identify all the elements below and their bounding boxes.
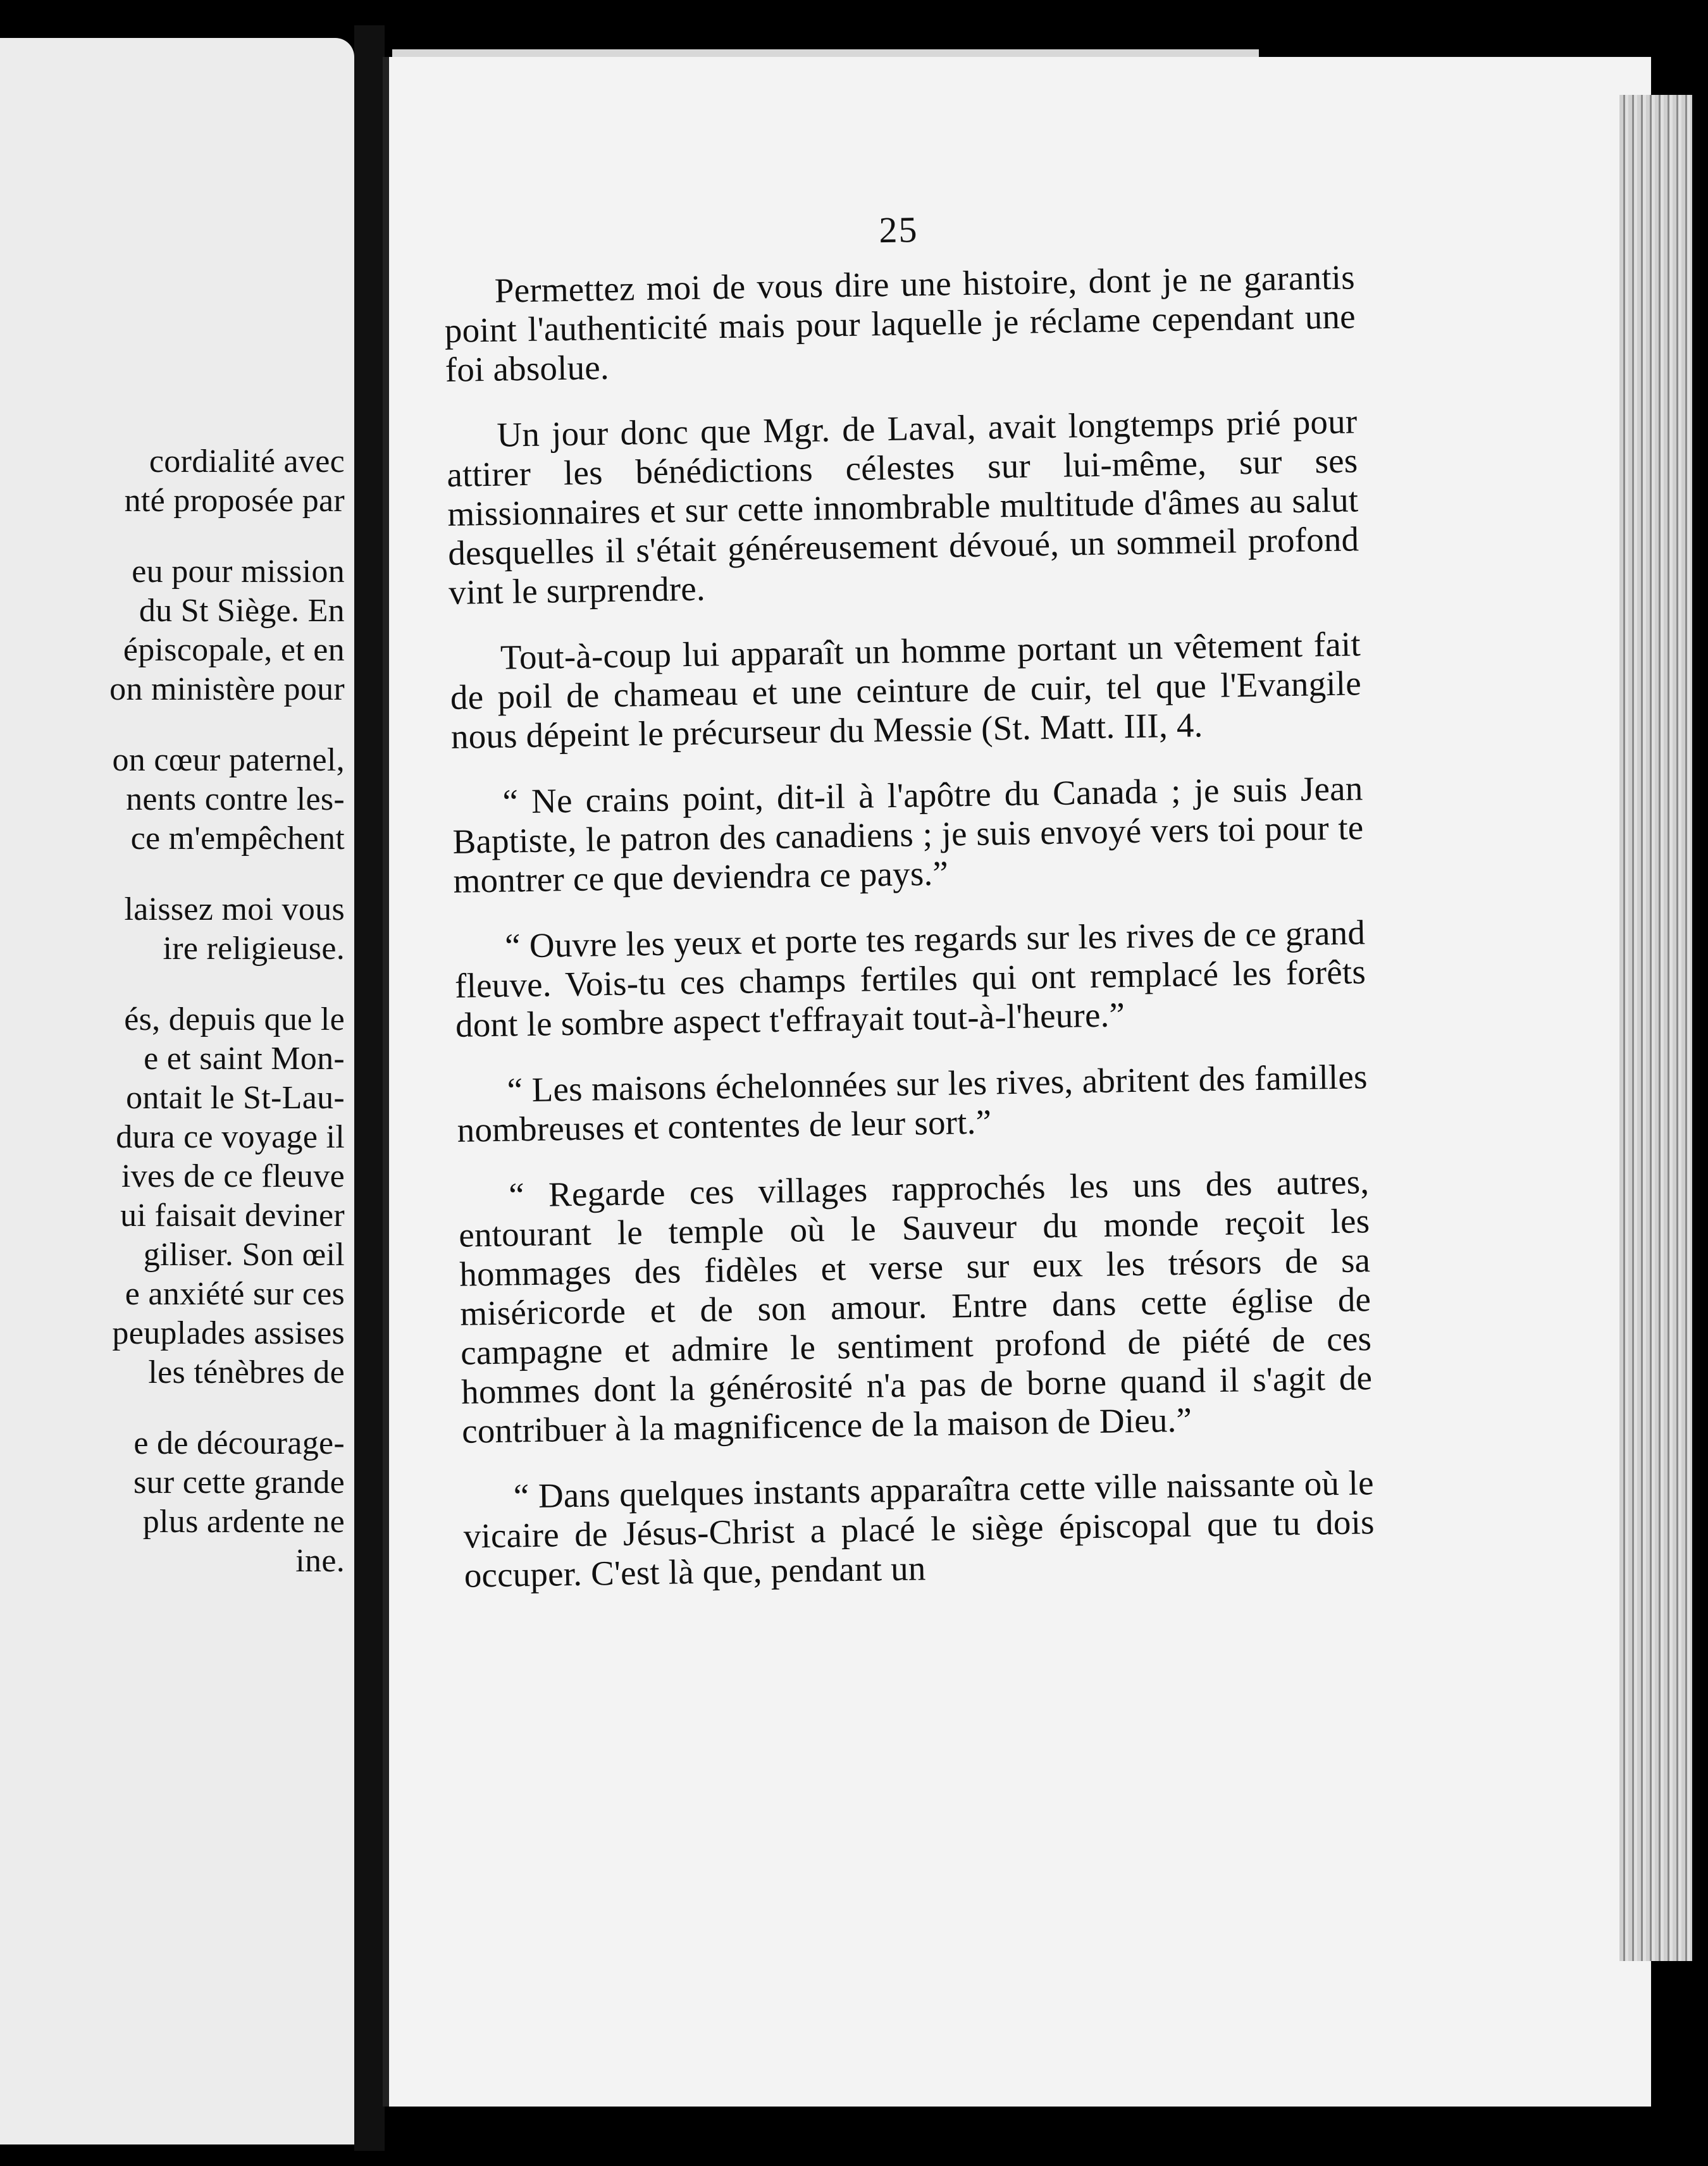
left-page-line: peuplades assises — [112, 1315, 345, 1351]
left-page-line: laissez moi vous — [124, 891, 345, 927]
left-page-line: ontait le St-Lau- — [126, 1080, 345, 1116]
paragraph: “ Ouvre les yeux et porte tes regards sur les rives de ce grand fleuve. Vois-tu ces champs fertiles qui ont remplacé les forêts dont le sombre aspect t'effrayait tout-à-l'heure.” — [454, 913, 1366, 1044]
left-page-line: on ministère pour — [109, 671, 345, 707]
left-page-line: ui faisait deviner — [120, 1197, 345, 1234]
left-page-line: les ténèbres de — [148, 1354, 345, 1390]
left-page-line: nents contre les- — [126, 781, 345, 817]
paragraph: Permettez moi de vous dire une histoire, dont je ne garantis point l'authenticité mais pour laquelle je réclame cependant une foi absolue. — [444, 257, 1356, 389]
paragraph: “ Les maisons échelonnées sur les rives, abritent des familles nombreuses et contentes de leur sort.” — [457, 1057, 1368, 1149]
left-page-line: ce m'empêchent — [130, 820, 345, 857]
left-page-line: épiscopale, et en — [123, 632, 345, 668]
paragraph: Un jour donc que Mgr. de Laval, avait longtemps prié pour attirer les bénédictions célestes sur lui-même, sur ses missionnaires et sur cette innombrable multitude d'âmes au salut desquelles il s'était généreusement dévoué, un sommeil profond vint le surprendre. — [446, 402, 1359, 612]
left-page-line: ine. — [295, 1543, 345, 1579]
left-page-line: cordialité avec — [149, 443, 345, 480]
left-page-line: plus ardente ne — [142, 1504, 345, 1540]
left-page-line: e et saint Mon- — [144, 1041, 345, 1077]
paragraph: Tout-à-coup lui apparaît un homme portant un vêtement fait de poil de chameau et une ceinture de cuir, tel que l'Evangile nous dépeint le précurseur du Messie (St. Matt. III, 4. — [450, 624, 1362, 756]
left-page-line: giliser. Son œil — [143, 1237, 345, 1273]
left-page-line: du St Siège. En — [139, 593, 345, 629]
paragraph: “ Ne crains point, dit-il à l'apôtre du Canada ; je suis Jean Baptiste, le patron des canadiens ; je suis envoyé vers toi pour te montrer ce que deviendra ce pays.” — [452, 769, 1364, 900]
book-gutter — [354, 25, 385, 2151]
left-page-line: nté proposée par — [124, 483, 345, 519]
right-page-text — [443, 201, 1376, 1621]
left-page-line: ire religieuse. — [163, 931, 345, 967]
left-page-line: ives de ce fleuve — [121, 1158, 345, 1194]
paragraph: “ Regarde ces villages rapprochés les uns des autres, entourant le temple où le Sauveur du monde reçoit les hommages des fidèles et verse sur eux les trésors de sa miséricorde et de son amour. Entre dans cette église de campagne et admire le sentiment profond de piété de ces hommes dont la générosité n'a pas de borne quand il s'agit de contribuer à la magnificence de la maison de Dieu.” — [458, 1162, 1373, 1451]
left-page-line: on cœur paternel, — [112, 742, 345, 778]
left-page — [0, 38, 354, 2144]
left-page-line: e anxiété sur ces — [125, 1276, 345, 1312]
paragraph: “ Dans quelques instants apparaîtra cette ville naissante où le vicaire de Jésus-Christ a placé le siège épiscopal que tu dois occuper. C'est là que, pendant un — [463, 1463, 1375, 1595]
left-page-line: eu pour mission — [132, 554, 345, 590]
left-page-line: e de décourage- — [133, 1425, 345, 1461]
page-number: 25 — [878, 209, 919, 251]
left-page-line: és, depuis que le — [124, 1001, 345, 1037]
left-page-line: dura ce voyage il — [116, 1119, 345, 1155]
left-page-line: sur cette grande — [133, 1464, 345, 1501]
page-stack-edges — [1619, 95, 1692, 1961]
